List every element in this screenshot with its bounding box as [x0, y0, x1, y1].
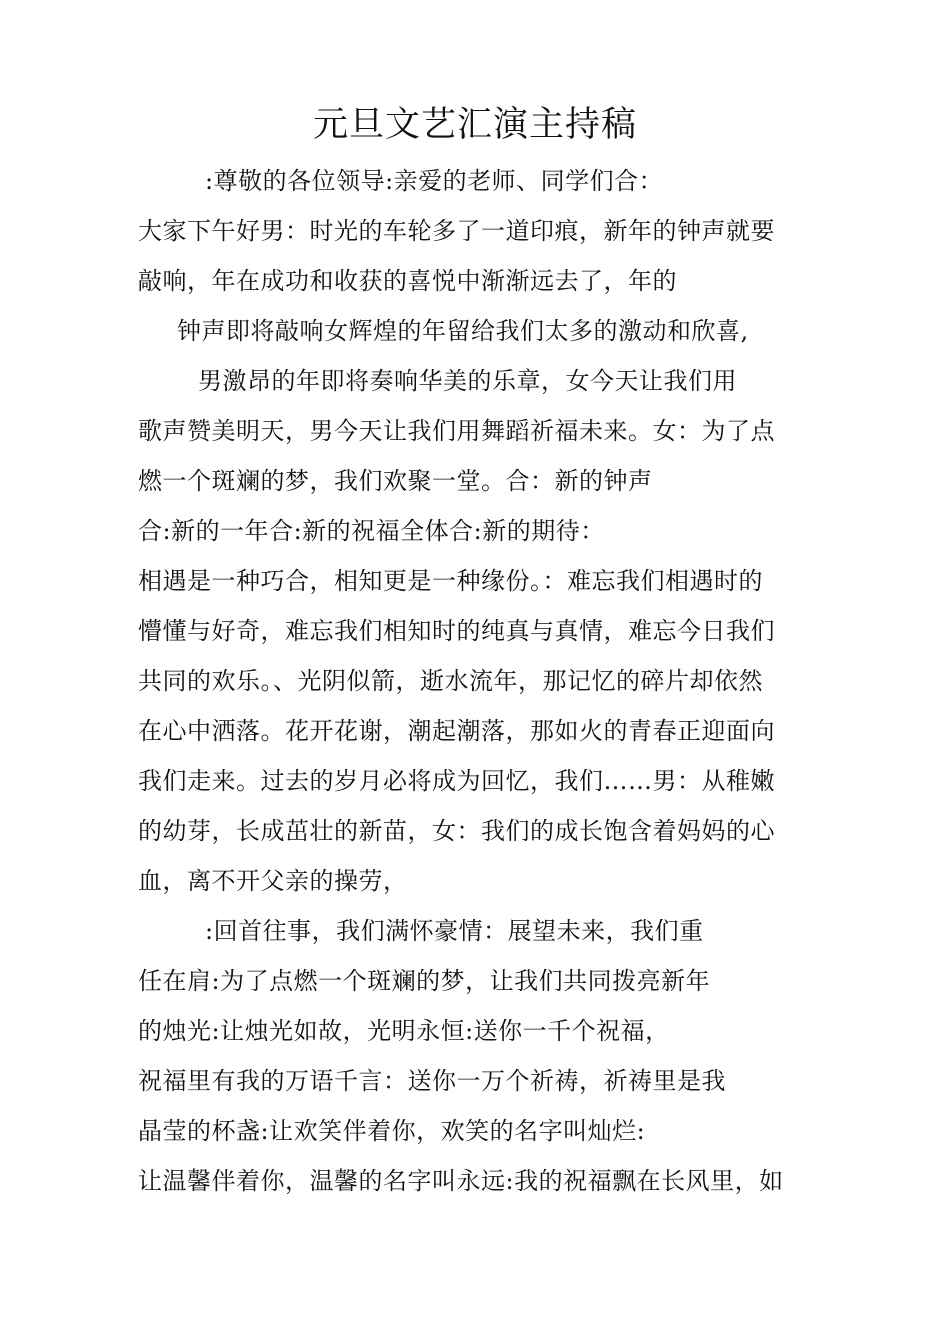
text-line: 大家下午好男：时光的车轮多了一道印痕，新年的钟声就要 — [138, 217, 775, 245]
text-line: 合:新的一年合:新的祝福全体合:新的期待： — [138, 517, 605, 545]
text-line: 我们走来。过去的岁月必将成为回忆，我们……男：从稚嫩 — [138, 767, 775, 795]
text-line: 懵懂与好奇，难忘我们相知时的纯真与真情，难忘今日我们 — [138, 617, 775, 645]
text-line: 晶莹的杯盏:让欢笑伴着你，欢笑的名字叫灿烂: — [138, 1117, 646, 1145]
text-line: :回首往事，我们满怀豪情：展望未来，我们重 — [205, 917, 704, 945]
text-line: 的幼芽，长成茁壮的新苗，女：我们的成长饱含着妈妈的心 — [138, 817, 775, 845]
text-line: 祝福里有我的万语千言：送你一万个祈祷，祈祷里是我 — [138, 1067, 726, 1095]
text-line: 相遇是一种巧合，相知更是一种缘份。：难忘我们相遇时的 — [138, 567, 763, 595]
text-line: 让温馨伴着你，温馨的名字叫永远:我的祝福飘在长风里，如 — [138, 1167, 784, 1195]
text-line: 血，离不开父亲的操劳， — [138, 867, 408, 895]
text-line: :尊敬的各位领导:亲爱的老师、同学们合： — [205, 167, 664, 195]
text-line: 的烛光:让烛光如故，光明永恒:送你一千个祝福， — [138, 1017, 670, 1045]
text-line: 任在肩:为了点燃一个斑斓的梦，让我们共同拨亮新年 — [138, 967, 711, 995]
text-line: 歌声赞美明天，男今天让我们用舞蹈祈福未来。女：为了点 — [138, 417, 775, 445]
text-line: 敲响，年在成功和收获的喜悦中渐渐远去了，年的 — [138, 267, 677, 295]
text-line: 在心中洒落。花开花谢，潮起潮落，那如火的青春正迎面向 — [138, 717, 775, 745]
text-line: 共同的欢乐。、光阴似箭，逝水流年，那记忆的碎片却依然 — [138, 667, 763, 695]
text-line: 男激昂的年即将奏响华美的乐章，女今天让我们用 — [198, 367, 737, 395]
text-line: 钟声即将敲响女辉煌的年留给我们太多的激动和欣喜, — [177, 317, 749, 345]
document-title: 元旦文艺汇演主持稿 — [312, 105, 637, 145]
text-line: 燃一个斑斓的梦，我们欢聚一堂。合：新的钟声 — [138, 467, 653, 495]
